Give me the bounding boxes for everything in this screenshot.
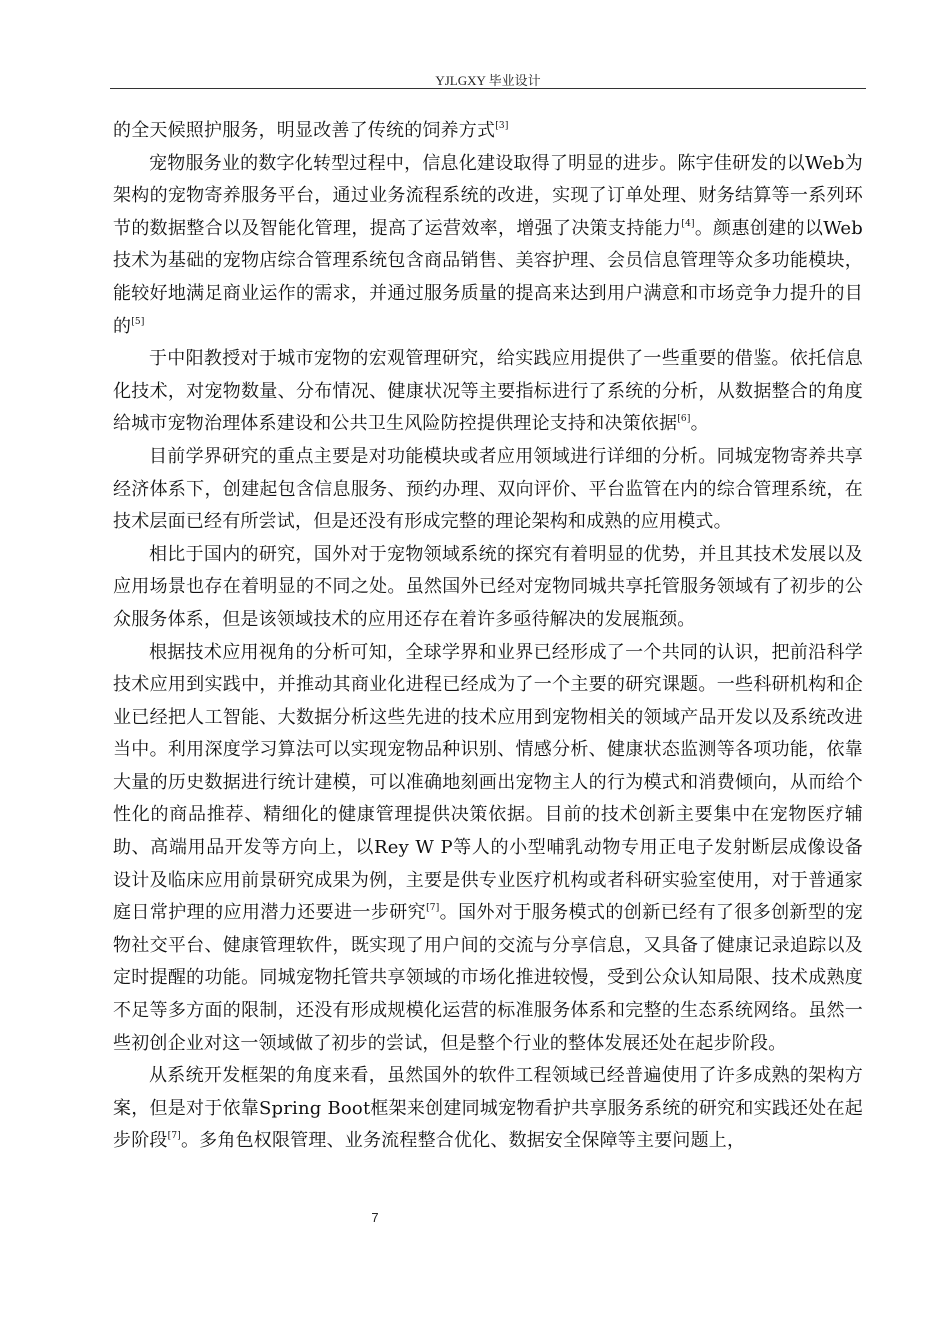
page-header: YJLGXY 毕业设计 bbox=[435, 73, 541, 88]
citation-ref: [6] bbox=[677, 414, 691, 425]
paragraph-text: 。 bbox=[690, 413, 709, 435]
document-body bbox=[113, 115, 863, 1158]
paragraph-text: 根据技术应用视角的分析可知，全球学界和业界已经形成了一个共同的认识，把前沿科学技术应用到实践中，并推动其商业化进程已经成为了一个主要的研究课题。一些科研机构和企业已经把人工智能、大数据分析这些先进的技术应用到宠物相关的领域产品开发以及系统改进当中。利用深度学习算法可以实现宠物品种识别、情感分析、健康状态监测等各项功能，依靠大量的历史数据进行统计建模，可以准确地刻画出宠物主人的行为模式和消费倾向，从而给个性化的商品推荐、精细化的健康管理提供决策依据。目前的技术创新主要集中在宠物医疗辅助、高端用品开发等方向上，以Rey W P等人的小型哺乳动物专用正电子发射断层成像设备设计及临床应用前景研究成果为例，主要是供专业医疗机构或者科研实验室使用，对于普通家庭日常护理的应用潜力还要进一步研究 bbox=[113, 641, 863, 924]
paragraph-text: 的全天候照护服务，明显改善了传统的饲养方式 bbox=[113, 120, 496, 141]
header-rule bbox=[110, 88, 866, 89]
citation-ref: [7] bbox=[426, 903, 440, 914]
paragraph-text: 。多角色权限管理、业务流程整合优化、数据安全保障等主要问题上， bbox=[180, 1130, 746, 1152]
citation-ref: [7] bbox=[167, 1131, 181, 1142]
paragraph-text: 目前学界研究的重点主要是对功能模块或者应用领域进行详细的分析。同城宠物寄养共享经济体系下，创建起包含信息服务、预约办理、双向评价、平台监管在内的综合管理系统，在技术层面已经有所尝试，但是还没有形成完整的理论架构和成熟的应用模式。 bbox=[113, 445, 863, 533]
page-number: 7 bbox=[371, 1210, 379, 1225]
paragraph-text: 宠物服务业的数字化转型过程中，信息化建设取得了明显的进步。陈宇佳研发的以Web为架构的宠物寄养服务平台，通过业务流程系统的改进，实现了订单处理、财务结算等一系列环节的数据整合以及智能化管理，提高了运营效率，增强了决策支持能力 bbox=[113, 152, 863, 239]
paragraph-text: 相比于国内的研究，国外对于宠物领域系统的探究有着明显的优势，并且其技术发展以及应用场景也存在着明显的不同之处。虽然国外已经对宠物同城共享托管服务领域有了初步的公众服务体系，但是该领域技术的应用还存在着许多亟待解决的发展瓶颈。 bbox=[113, 543, 863, 630]
citation-ref: [5] bbox=[131, 316, 145, 327]
paragraph-text: 。颜惠创建的以Web技术为基础的宠物店综合管理系统包含商品销售、美容护理、会员信息管理等众多功能模块，能较好地满足商业运作的需求，并通过服务质量的提高来达到用户满意和市场竞争力提升的目的 bbox=[113, 217, 863, 337]
paragraph-1 bbox=[113, 115, 863, 148]
paragraph-5 bbox=[113, 539, 863, 637]
paragraph-7 bbox=[113, 1060, 863, 1158]
paragraph-text: 。国外对于服务模式的创新已经有了很多创新型的宠物社交平台、健康管理软件，既实现了用户间的交流与分享信息，又具备了健康记录追踪以及定时提醒的功能。同城宠物托管共享领域的市场化推进较慢，受到公众认知局限、技术成熟度不足等多方面的限制，还没有形成规模化运营的标准服务体系和完整的生态系统网络。虽然一些初创企业对这一领域做了初步的尝试，但是整个行业的整体发展还处在起步阶段。 bbox=[113, 902, 863, 1054]
paragraph-4 bbox=[113, 441, 863, 539]
paragraph-text: 于中阳教授对于城市宠物的宏观管理研究，给实践应用提供了一些重要的借鉴。依托信息化技术，对宠物数量、分布情况、健康状况等主要指标进行了系统的分析，从数据整合的角度给城市宠物治理体系建设和公共卫生风险防控提供理论支持和决策依据 bbox=[113, 348, 863, 435]
paragraph-3 bbox=[113, 343, 863, 441]
citation-ref: [3] bbox=[495, 121, 509, 131]
citation-ref: [4] bbox=[681, 218, 695, 229]
paragraph-2 bbox=[113, 148, 863, 344]
paragraph-text: 从系统开发框架的角度来看，虽然国外的软件工程领域已经普遍使用了许多成熟的架构方案，但是对于依靠Spring Boot框架来创建同城宠物看护共享服务系统的研究和实践还处在起步阶段 bbox=[113, 1065, 863, 1152]
paragraph-6 bbox=[113, 637, 863, 1061]
